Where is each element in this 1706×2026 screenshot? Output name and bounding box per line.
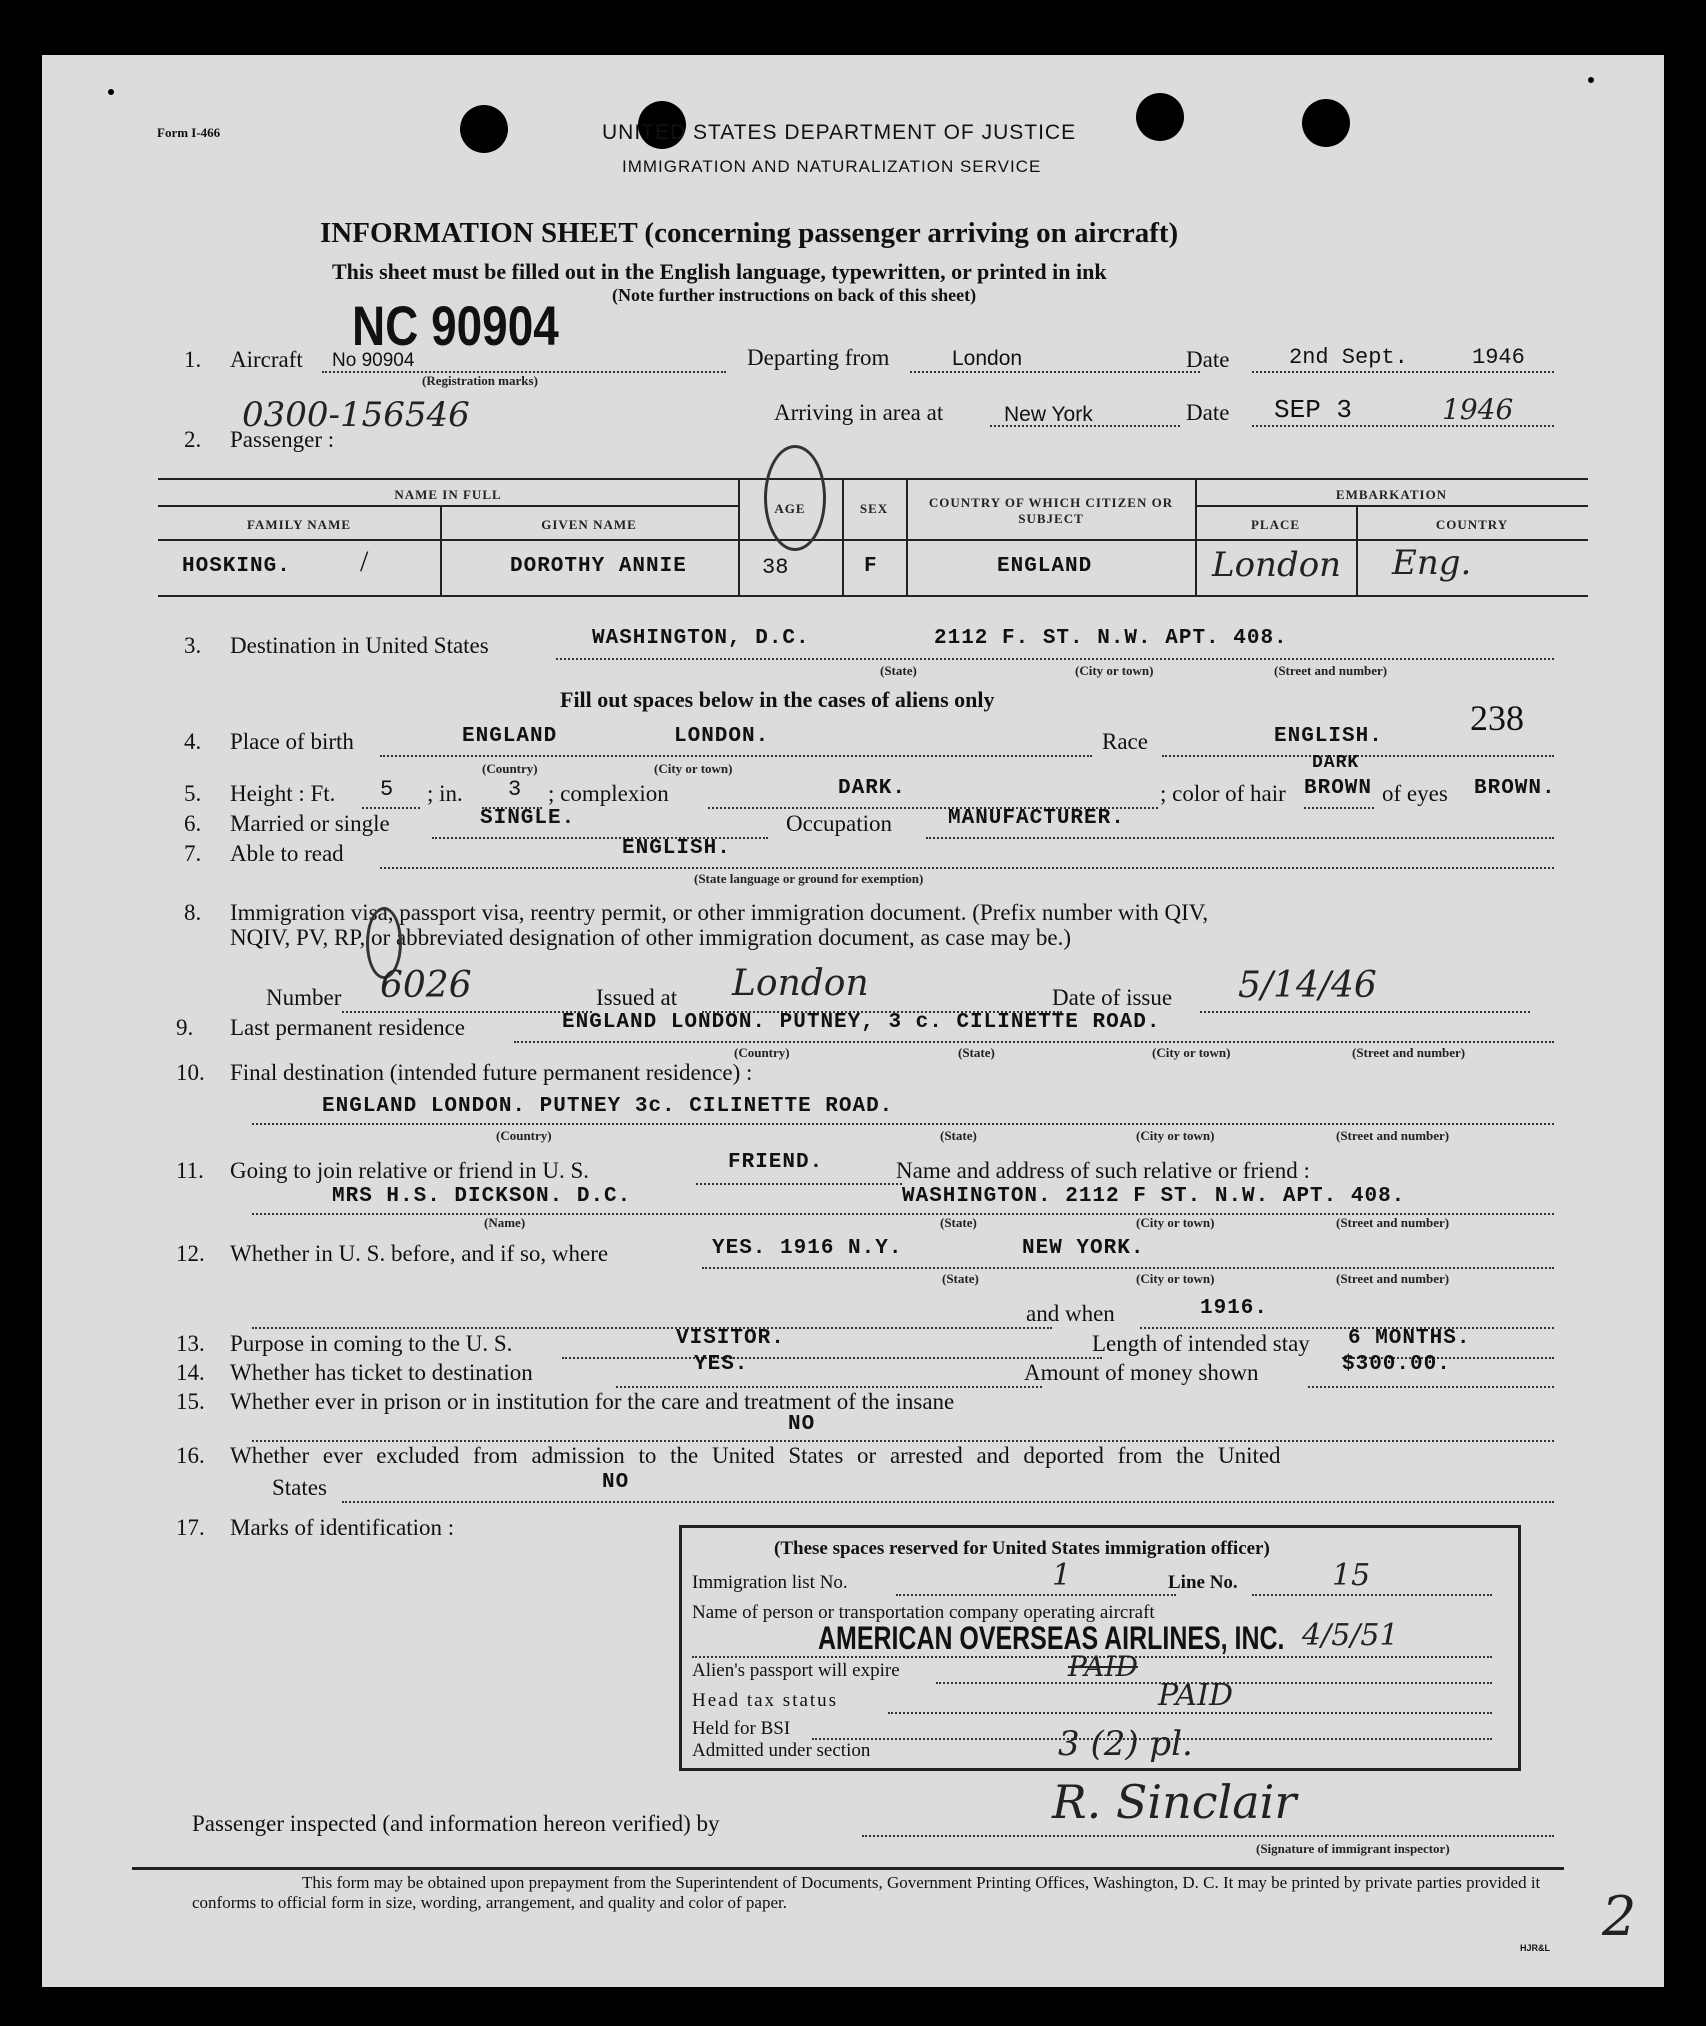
table-header: GIVEN NAME	[541, 517, 637, 532]
issue-date-label: Date of issue	[1052, 985, 1173, 1010]
caption: (City or town)	[1075, 663, 1154, 678]
line-value: 15	[1332, 1558, 1371, 1593]
number-value: 6026	[380, 965, 472, 1006]
dotted-line	[696, 1183, 902, 1185]
table-header: FAMILY NAME	[246, 517, 352, 532]
subtitle: This sheet must be filled out in the English language, typewritten, or printed in ink	[332, 259, 1107, 284]
dotted-line	[514, 1041, 1554, 1043]
race-label: Race	[1102, 729, 1148, 754]
line-label: Line No.	[1168, 1572, 1238, 1593]
item-number: 8.	[184, 900, 202, 925]
table-cell: London	[1212, 545, 1342, 585]
table-header: SEX	[859, 501, 889, 516]
page-title: INFORMATION SHEET (concerning passenger arriving on aircraft)	[320, 217, 1179, 249]
caption: (Registration marks)	[422, 373, 538, 388]
hair-dark: DARK	[1312, 753, 1360, 773]
purpose-label: Purpose in coming to the U. S.	[230, 1331, 513, 1356]
item-number: 12.	[176, 1241, 205, 1266]
item-number: 7.	[184, 841, 202, 866]
table-header: COUNTRY OF WHICH CITIZEN OR SUBJECT	[928, 495, 1174, 526]
relative-label: Going to join relative or friend in U. S.	[230, 1158, 589, 1183]
stay-label: Length of intended stay	[1092, 1331, 1310, 1356]
company-stamp: AMERICAN OVERSEAS AIRLINES, INC.	[818, 1620, 1285, 1656]
aliens-heading: Fill out spaces below in the cases of aliens only	[560, 687, 995, 712]
number-label: Number	[266, 985, 342, 1010]
caption: (Country)	[482, 761, 538, 776]
table-header: NAME IN FULL	[394, 487, 502, 502]
code-number: 238	[1470, 698, 1524, 738]
section-value: 3 (2) pl.	[1058, 1724, 1193, 1764]
dotted-line	[896, 1594, 1176, 1596]
money-value: $300.00.	[1342, 1353, 1451, 1376]
ticket-label: Whether has ticket to destination	[230, 1360, 533, 1385]
department-heading: UNITED STATES DEPARTMENT OF JUSTICE	[602, 121, 1077, 144]
relative-address: WASHINGTON. 2112 F ST. N.W. APT. 408.	[902, 1185, 1406, 1208]
form-number: Form I-466	[157, 125, 221, 140]
dotted-line	[252, 1327, 1052, 1329]
tax-value: PAID	[1158, 1678, 1233, 1713]
dotted-line	[616, 1386, 1042, 1388]
issue-date-value: 5/14/46	[1238, 965, 1377, 1006]
dotted-line	[380, 755, 1092, 757]
note: (Note further instructions on back of this sheet)	[612, 285, 977, 305]
hair-label: ; color of hair	[1160, 781, 1286, 806]
passport-value: PAID	[1068, 1650, 1138, 1683]
caption: (Country)	[734, 1045, 790, 1060]
dotted-line	[380, 867, 1554, 869]
aircraft-label: Aircraft	[230, 347, 303, 372]
printer-mark: HJR&L	[1520, 1943, 1551, 1953]
birth-country: ENGLAND	[462, 725, 558, 748]
dotted-line	[342, 1501, 1554, 1503]
table-header: AGE	[774, 501, 806, 516]
height-feet: 5	[380, 777, 394, 802]
officer-box	[679, 1525, 1521, 1771]
dotted-line	[1308, 1386, 1554, 1388]
married-value: SINGLE.	[480, 807, 576, 830]
final-destination-value: ENGLAND LONDON. PUTNEY 3c. CILINETTE ROAD.	[322, 1095, 894, 1118]
item-number: 5.	[184, 781, 202, 806]
section-label: Admitted under section	[692, 1740, 871, 1761]
arriving-value: New York	[1004, 403, 1093, 426]
excluded-text: States	[272, 1475, 327, 1500]
occupation-label: Occupation	[786, 811, 893, 836]
read-label: Able to read	[230, 841, 344, 866]
stamp-number: NC 90904	[352, 294, 559, 357]
table-cell-mark: /	[360, 545, 369, 578]
item-number: 4.	[184, 729, 202, 754]
date-value: 2nd Sept.	[1289, 345, 1408, 370]
table-cell: Eng.	[1392, 543, 1472, 583]
relative-value: FRIEND.	[728, 1151, 824, 1174]
relative-name-value: MRS H.S. DICKSON. D.C.	[332, 1185, 632, 1208]
before-label: Whether in U. S. before, and if so, where	[230, 1241, 609, 1266]
item-number: 13.	[176, 1331, 205, 1356]
when-label: and when	[1026, 1301, 1115, 1326]
table-header: PLACE	[1250, 517, 1301, 532]
table-header: COUNTRY	[1435, 517, 1509, 532]
caption: (City or town)	[1136, 1271, 1215, 1286]
item-number: 6.	[184, 811, 202, 836]
eyes-label: of eyes	[1382, 781, 1448, 806]
when-value: 1916.	[1200, 1297, 1269, 1320]
table-cell: HOSKING.	[182, 555, 291, 578]
caption: (City or town)	[1136, 1128, 1215, 1143]
tax-label: Head tax status	[692, 1690, 839, 1711]
dotted-line	[1200, 1011, 1530, 1013]
final-destination-label: Final destination (intended future permanent residence) :	[230, 1060, 753, 1085]
arriving-date-stamp: SEP 3	[1274, 395, 1353, 425]
height-inches: 3	[508, 777, 522, 802]
inspector-signature: R. Sinclair	[1052, 1775, 1297, 1829]
list-label: Immigration list No.	[692, 1572, 848, 1593]
bsi-label: Held for BSI	[692, 1718, 791, 1739]
eyes-value: BROWN.	[1474, 777, 1556, 800]
caption: (Street and number)	[1336, 1271, 1450, 1286]
dotted-line	[342, 1011, 592, 1013]
ticket-value: YES.	[694, 1353, 749, 1376]
caption: (Country)	[496, 1128, 552, 1143]
occupation-value: MANUFACTURER.	[948, 807, 1125, 830]
caption: (Name)	[484, 1215, 526, 1230]
dotted-line	[562, 1357, 1102, 1359]
document-text: Immigration visa, passport visa, reentry permit, or other immigration document. (Prefix number with QIV,	[230, 900, 1209, 925]
dotted-line	[1140, 1327, 1554, 1329]
item-number: 17.	[176, 1515, 205, 1540]
caption: (City or town)	[654, 761, 733, 776]
dotted-line	[910, 371, 1200, 373]
table-cell: DOROTHY ANNIE	[510, 555, 687, 578]
list-value: 1	[1052, 1558, 1072, 1593]
item-number: 14.	[176, 1360, 205, 1385]
marks-label: Marks of identification :	[230, 1515, 455, 1540]
prison-label: Whether ever in prison or in institution for the care and treatment of the insane	[230, 1389, 955, 1414]
dotted-line	[362, 807, 420, 809]
caption: (Street and number)	[1274, 663, 1388, 678]
purpose-value: VISITOR.	[676, 1327, 785, 1350]
destination-state: WASHINGTON, D.C.	[592, 627, 810, 650]
table-cell: 38	[762, 555, 789, 580]
caption: (Signature of immigrant inspector)	[1256, 1841, 1450, 1856]
married-label: Married or single	[230, 811, 390, 836]
dotted-line	[252, 1440, 1554, 1442]
dotted-line	[252, 1123, 1554, 1125]
birth-city: LONDON.	[674, 725, 770, 748]
handwritten-circle	[764, 445, 826, 551]
arriving-year: 1946	[1442, 393, 1514, 426]
footer-text: This form may be obtained upon prepayment from the Superintendent of Documents, Government Printing Offices, Washington, D. C. It may be printed by private parties provided it conforms to official form in size, wording, arrangement, and quality and color of paper.	[192, 1873, 1541, 1912]
read-value: ENGLISH.	[622, 837, 731, 860]
excluded-value: NO	[602, 1471, 630, 1494]
dotted-line	[1252, 1594, 1492, 1596]
item-number: 15.	[176, 1389, 205, 1414]
item-number: 16.	[176, 1443, 205, 1468]
before-city: NEW YORK.	[1022, 1237, 1145, 1260]
caption: (State)	[958, 1045, 995, 1060]
company-date: 4/5/51	[1302, 1618, 1399, 1653]
table-cell: ENGLAND	[997, 555, 1093, 578]
relative-name-label: Name and address of such relative or friend :	[896, 1158, 1310, 1183]
caption: (City or town)	[1136, 1215, 1215, 1230]
caption: (Street and number)	[1336, 1128, 1450, 1143]
money-label: Amount of money shown	[1024, 1360, 1259, 1385]
page-mark: 2	[1602, 1885, 1637, 1948]
issued-value: London	[732, 963, 869, 1004]
height-label: Height : Ft.	[230, 781, 336, 806]
item-number: 10.	[176, 1060, 205, 1085]
item-number: 1.	[184, 347, 202, 372]
passenger-label: Passenger :	[230, 427, 335, 452]
complexion-label: ; complexion	[548, 781, 669, 806]
punch-hole	[1302, 99, 1350, 147]
speck	[108, 89, 114, 95]
aircraft-value: No 90904	[332, 350, 415, 371]
inspected-label: Passenger inspected (and information hereon verified) by	[192, 1811, 720, 1836]
arriving-date-label: Date	[1186, 400, 1230, 425]
arriving-label: Arriving in area at	[774, 400, 944, 425]
departing-label: Departing from	[747, 345, 890, 370]
destination-city: 2112 F. ST. N.W. APT. 408.	[934, 627, 1288, 650]
date-label: Date	[1186, 347, 1230, 372]
destination-label: Destination in United States	[230, 633, 489, 658]
caption: (State language or ground for exemption)	[694, 871, 924, 886]
caption: (Street and number)	[1352, 1045, 1466, 1060]
caption: (City or town)	[1152, 1045, 1231, 1060]
punch-hole	[460, 105, 508, 153]
residence-value: ENGLAND LONDON. PUTNEY, 3 c. CILINETTE ROAD.	[562, 1011, 1161, 1034]
birth-label: Place of birth	[230, 729, 354, 754]
company-label: Name of person or transportation company operating aircraft	[692, 1602, 1155, 1623]
service-heading: IMMIGRATION AND NATURALIZATION SERVICE	[622, 157, 1042, 176]
item-number: 2.	[184, 427, 202, 452]
document-text: NQIV, PV, RP, or abbreviated designation of other immigration document, as case may be.)	[230, 925, 1072, 950]
inches-label: ; in.	[427, 781, 463, 806]
punch-hole	[1136, 93, 1184, 141]
dotted-line	[926, 837, 1554, 839]
caption: (State)	[880, 663, 917, 678]
dotted-line	[862, 1835, 1554, 1837]
officer-box-heading: (These spaces reserved for United States immigration officer)	[774, 1538, 1270, 1559]
caption: (Street and number)	[1336, 1215, 1450, 1230]
issued-label: Issued at	[596, 985, 678, 1010]
table-header: EMBARKATION	[1335, 487, 1448, 502]
caption: (State)	[940, 1215, 977, 1230]
dotted-line	[556, 658, 1554, 660]
before-value: YES. 1916 N.Y.	[712, 1237, 903, 1260]
form-sheet	[42, 55, 1664, 1987]
table-cell: F	[864, 555, 878, 578]
caption: (State)	[942, 1271, 979, 1286]
dotted-line	[1252, 371, 1554, 373]
departing-value: London	[952, 347, 1023, 370]
excluded-text: Whether ever excluded from admission to the United States or arrested and deported from the United	[230, 1443, 1281, 1468]
stay-value: 6 MONTHS.	[1348, 1327, 1471, 1350]
prison-value: NO	[788, 1413, 816, 1436]
dotted-line	[702, 1267, 1554, 1269]
speck	[1588, 77, 1594, 83]
file-number: 0300-156546	[242, 395, 470, 435]
complexion-value: DARK.	[838, 777, 907, 800]
item-number: 11.	[176, 1158, 204, 1183]
passport-label: Alien's passport will expire	[692, 1660, 900, 1681]
year-value: 1946	[1472, 345, 1525, 370]
caption: (State)	[940, 1128, 977, 1143]
item-number: 3.	[184, 633, 202, 658]
item-number: 9.	[176, 1015, 194, 1040]
dotted-line	[1304, 807, 1374, 809]
race-value: ENGLISH.	[1274, 725, 1383, 748]
residence-label: Last permanent residence	[230, 1015, 465, 1040]
hair-value: BROWN	[1304, 777, 1373, 800]
